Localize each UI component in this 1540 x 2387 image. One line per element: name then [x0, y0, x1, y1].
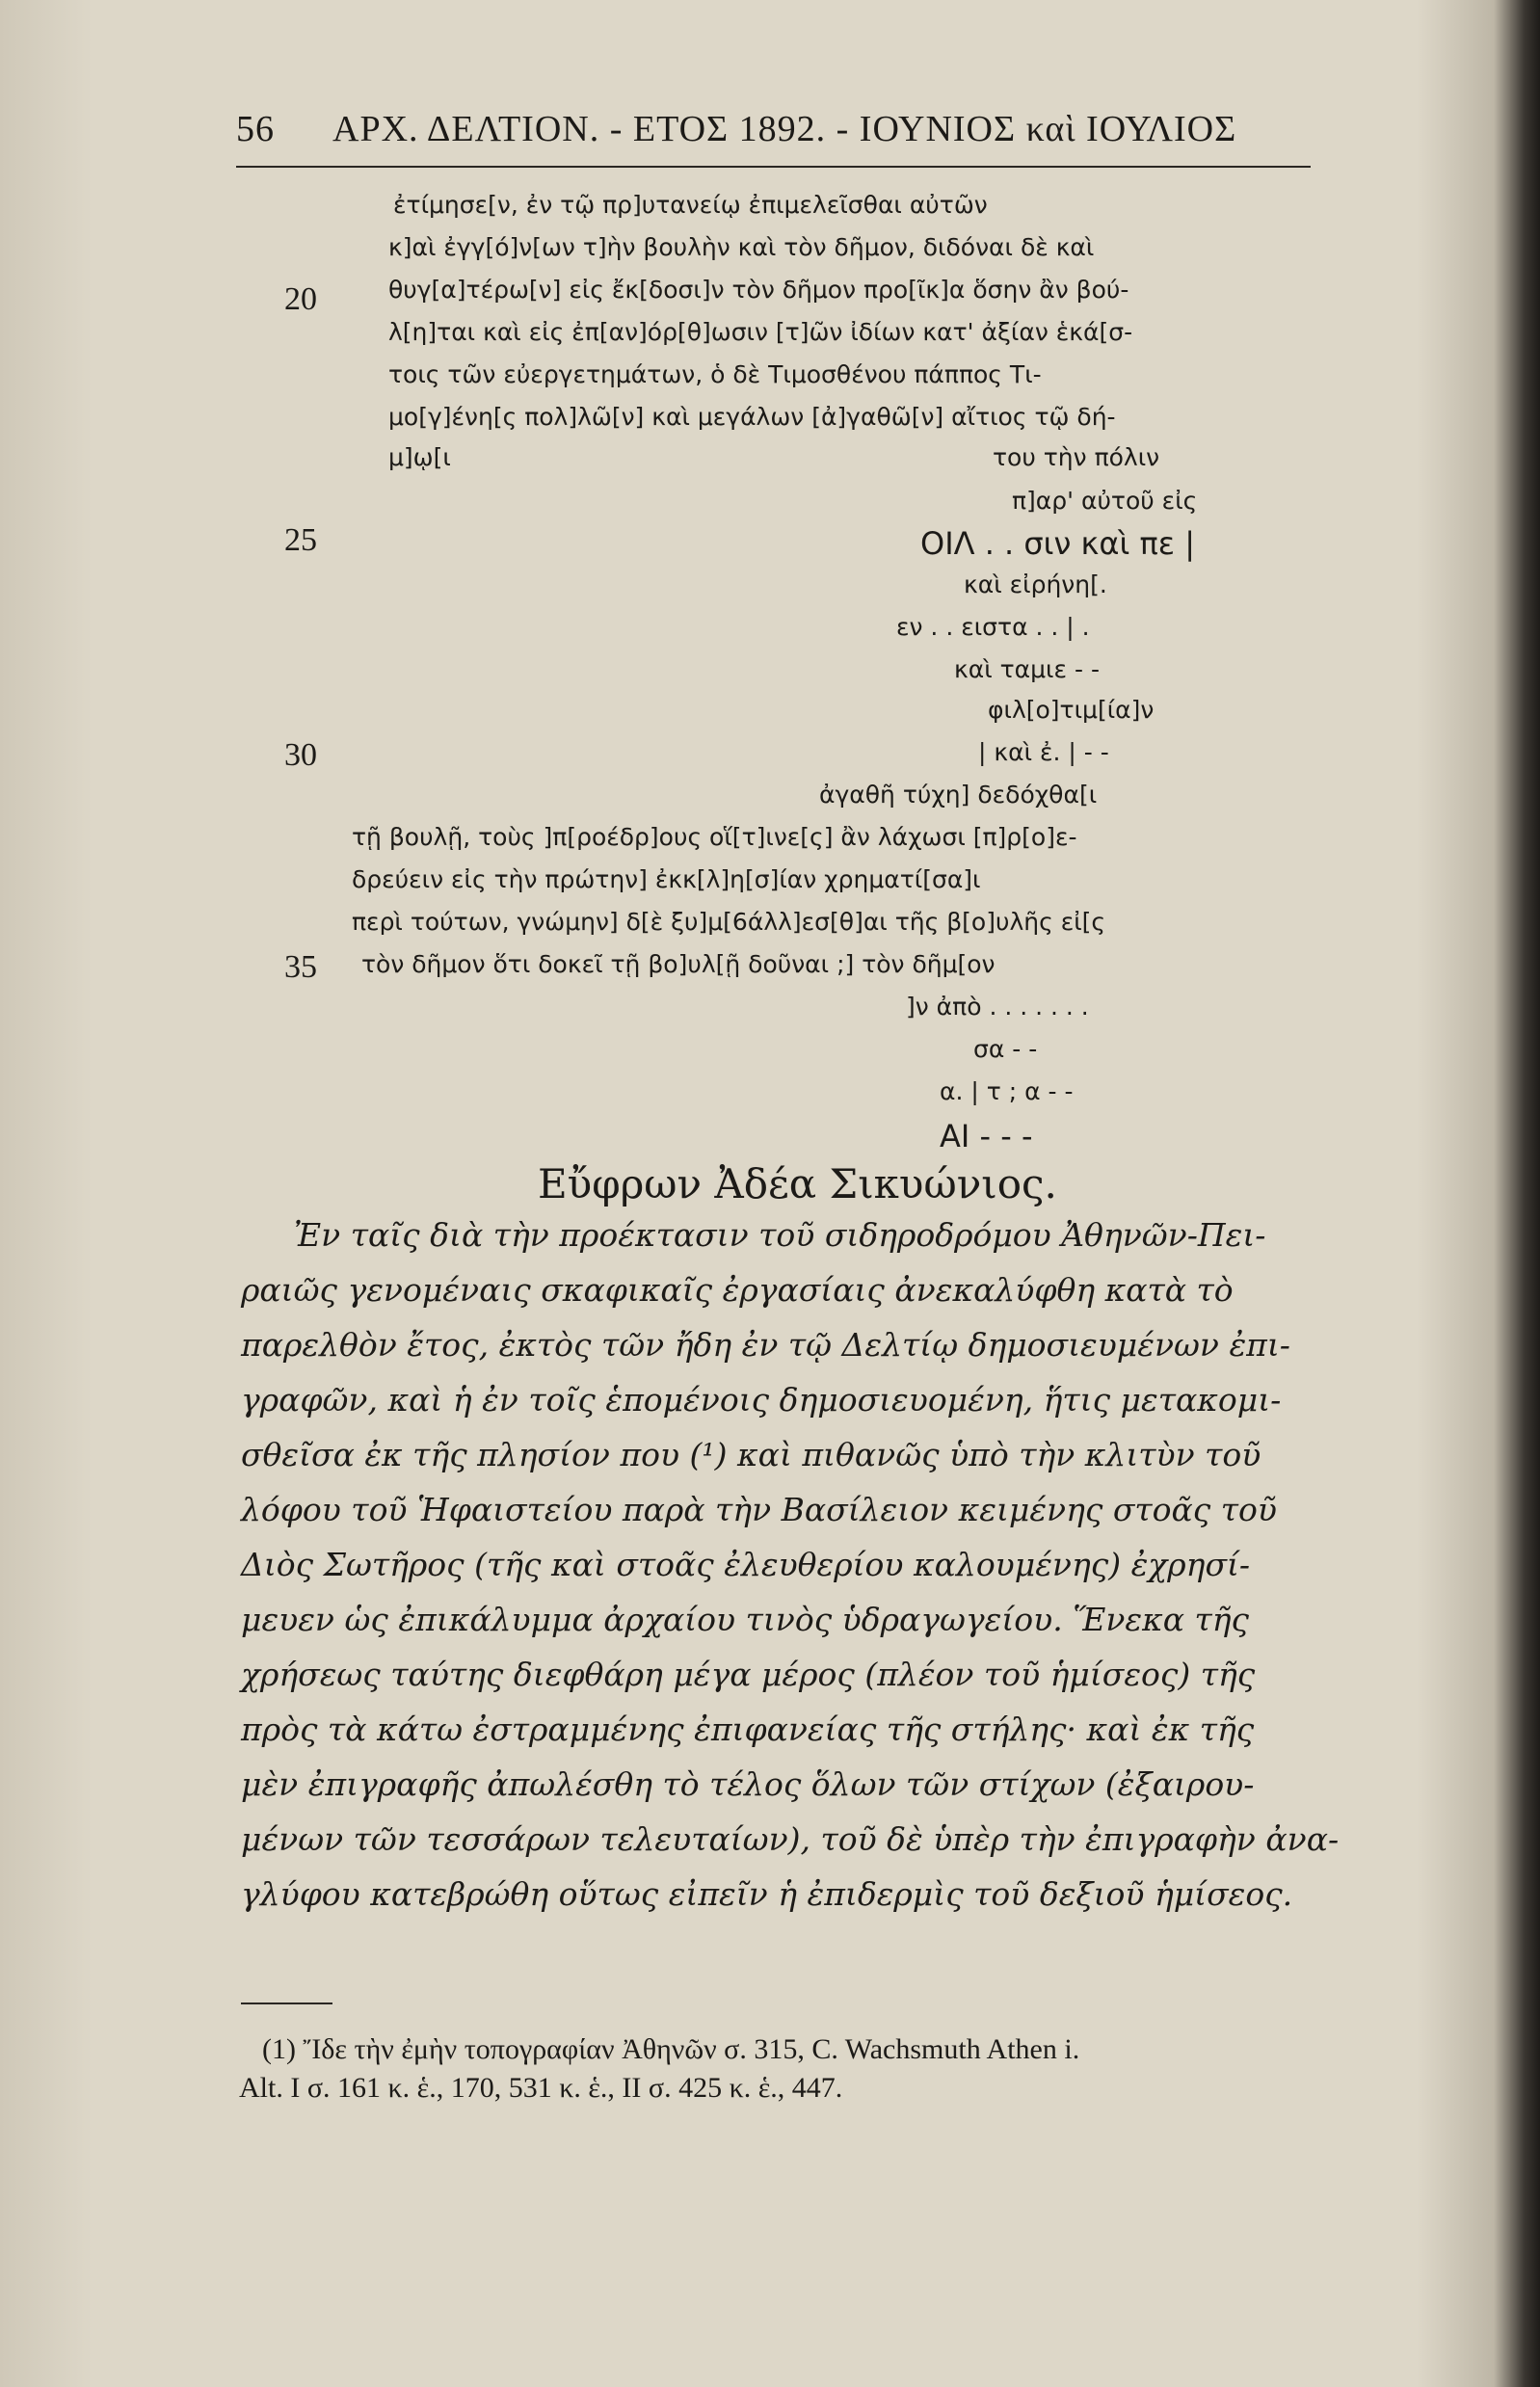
- header-rule: [236, 166, 1311, 168]
- line-number-25: 25: [284, 522, 317, 558]
- inscription-line: | καὶ ἐ. | - -: [978, 738, 1109, 766]
- body-line: λόφου τοῦ Ἡφαιστείου παρὰ τὴν Βασίλειον κειμένης στοᾶς τοῦ: [241, 1491, 1277, 1528]
- page-number: 56: [236, 109, 275, 149]
- inscription-line: θυγ[α]τέρω[ν] εἰς ἔκ[δοσι]ν τὸν δῆμον προ[ῖκ]α ὅσην ἂν βού-: [388, 276, 1129, 304]
- body-line: σθεῖσα ἐκ τῆς πλησίον που (¹) καὶ πιθανῶς ὑπὸ τὴν κλιτὺν τοῦ: [241, 1436, 1261, 1473]
- body-line: χρήσεως ταύτης διεφθάρη μέγα μέρος (πλέον τοῦ ἡμίσεος) τῆς: [241, 1656, 1256, 1693]
- inscription-line: μ]ῳ[ι: [388, 443, 451, 471]
- inscription-line: περὶ τούτων, γνώμην] δ[ὲ ξυ]μ[6άλλ]εσ[θ]αι τῆς β[ο]υλῆς εἰ[ς: [352, 908, 1106, 936]
- inscription-line: τῇ βουλῇ, τοὺς ]π[ροέδρ]ους οἵ[τ]ινε[ς] ἂν λάχωσι [π]ρ[ο]ε-: [352, 823, 1077, 851]
- inscription-line: του τὴν πόλιν: [993, 443, 1160, 471]
- section-title: Εὔφρων Ἀδέα Σικυώνιος.: [538, 1160, 1057, 1207]
- line-number-30: 30: [284, 737, 317, 773]
- inscription-line: καὶ ταμιε - -: [954, 655, 1100, 683]
- inscription-line: π]αρ' αὐτοῦ εἰς: [1012, 487, 1198, 515]
- inscription-line: εν . . ειστα . . | .: [896, 613, 1090, 641]
- inscription-line: ΑΙ - - -: [940, 1118, 1033, 1154]
- footnote-line: Alt. I σ. 161 κ. ἑ., 170, 531 κ. ἑ., II σ. 425 κ. ἑ., 447.: [239, 2072, 843, 2104]
- inscription-line: ]ν ἀπὸ . . . . . . .: [906, 993, 1089, 1021]
- body-line: Ἐν ταῖς διὰ τὴν προέκτασιν τοῦ σιδηροδρόμου Ἀθηνῶν-Πει-: [294, 1216, 1266, 1254]
- inscription-line: λ[η]ται καὶ εἰς ἐπ[αν]όρ[θ]ωσιν [τ]ῶν ἰδίων κατ' ἀξίαν ἑκά[σ-: [388, 318, 1133, 346]
- inscription-line: κ]αὶ ἐγγ[ό]ν[ων τ]ὴν βουλὴν καὶ τὸν δῆμον, διδόναι δὲ καὶ: [388, 233, 1095, 261]
- inscription-line: α. | τ ; α - -: [940, 1077, 1074, 1105]
- inscription-line: σα - -: [973, 1035, 1038, 1063]
- body-line: γλύφου κατεβρώθη οὕτως εἰπεῖν ἡ ἐπιδερμὶς τοῦ δεξιοῦ ἡμίσεος.: [241, 1875, 1293, 1913]
- inscription-line: μο[γ]ένη[ς πολ]λῶ[ν] καὶ μεγάλων [ἀ]γαθῶ[ν] αἴτιος τῷ δή-: [388, 403, 1116, 431]
- inscription-line: δρεύειν εἰς τὴν πρώτην] ἐκκ[λ]η[σ]ίαν χρηματί[σα]ι: [352, 865, 981, 893]
- line-number-35: 35: [284, 949, 317, 985]
- line-number-20: 20: [284, 281, 317, 317]
- inscription-line: ἐτίμησε[ν, ἐν τῷ πρ]υτανείῳ ἐπιμελεῖσθαι αὐτῶν: [393, 191, 988, 219]
- inscription-line: ΟΙΛ . . σιν καὶ πε |: [920, 525, 1195, 562]
- body-line: πρὸς τὰ κάτω ἐστραμμένης ἐπιφανείας τῆς στήλης· καὶ ἐκ τῆς: [241, 1711, 1255, 1748]
- inscription-line: τὸν δῆμον ὅτι δοκεῖ τῇ βο]υλ[ῇ δοῦναι ;] τὸν δῆμ[ον: [361, 950, 996, 978]
- footnote-rule: [241, 2002, 332, 2004]
- body-line: παρελθὸν ἔτος, ἐκτὸς τῶν ἤδη ἐν τῷ Δελτίῳ δημοσιευμένων ἐπι-: [241, 1326, 1290, 1364]
- inscription-line: τοις τῶν εὐεργετημάτων, ὁ δὲ Τιμοσθένου πάππος Τι-: [388, 360, 1042, 388]
- body-line: Διὸς Σωτῆρος (τῆς καὶ στοᾶς ἐλευθερίου καλουμένης) ἐχρησί-: [241, 1546, 1251, 1583]
- inscription-line: καὶ εἰρήνη[.: [964, 570, 1107, 598]
- body-line: μευεν ὡς ἐπικάλυμμα ἀρχαίου τινὸς ὑδραγωγείου. Ἕνεκα τῆς: [241, 1601, 1250, 1638]
- footnote-line: (1) Ἴδε τὴν ἐμὴν τοπογραφίαν Ἀθηνῶν σ. 315, C. Wachsmuth Athen i.: [262, 2033, 1080, 2065]
- inscription-line: ἀγαθῆ τύχη] δεδόχθα[ι: [819, 781, 1098, 809]
- body-line: μένων τῶν τεσσάρων τελευταίων), τοῦ δὲ ὑπὲρ τὴν ἐπιγραφὴν ἀνα-: [241, 1820, 1340, 1858]
- body-line: γραφῶν, καὶ ἡ ἐν τοῖς ἑπομένοις δημοσιευομένη, ἥτις μετακομι-: [241, 1381, 1282, 1419]
- body-line: μὲν ἐπιγραφῆς ἀπωλέσθη τὸ τέλος ὅλων τῶν στίχων (ἐξαιρου-: [241, 1765, 1255, 1803]
- body-line: ραιῶς γενομέναις σκαφικαῖς ἐργασίαις ἀνεκαλύφθη κατὰ τὸ: [241, 1271, 1234, 1309]
- inscription-line: φιλ[ο]τιμ[ία]ν: [988, 696, 1155, 724]
- running-title: ΑΡΧ. ΔΕΛΤΙΟΝ. - ΕΤΟΣ 1892. - ΙΟΥΝΙΟΣ καὶ ΙΟΥΛΙΟΣ: [332, 109, 1237, 149]
